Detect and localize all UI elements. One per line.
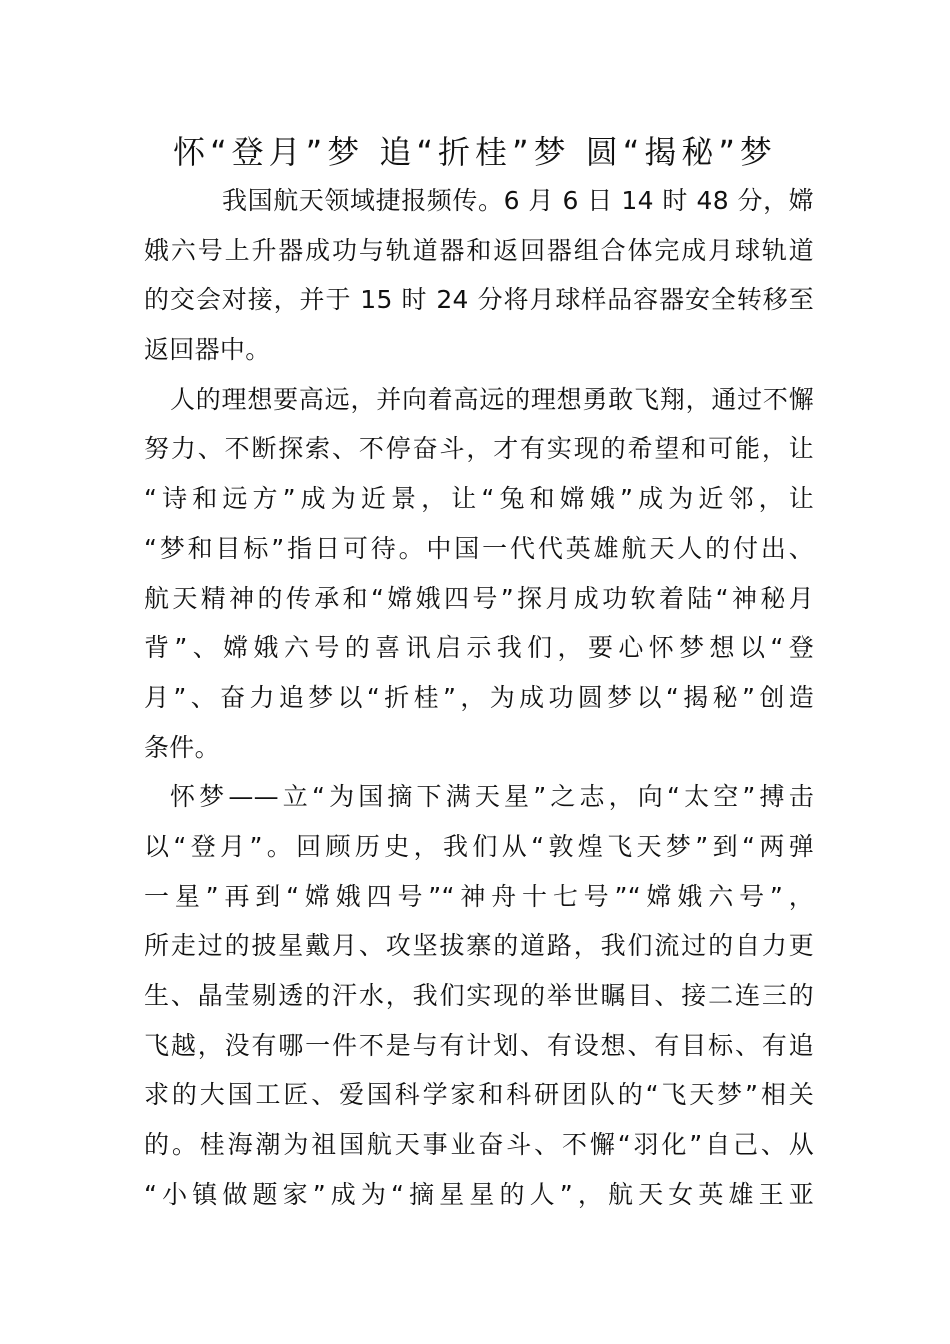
paragraph-2-line-1: 人的理想要高远，并向着高远的理想勇敢飞翔，通过不懈 <box>170 384 814 414</box>
paragraph-3-line-9: “小镇做题家”成为“摘星星的人”，航天女英雄王亚 <box>144 1179 814 1209</box>
article-body <box>144 176 814 1219</box>
article-title: 怀“登月”梦 追“折桂”梦 圆“揭秘”梦 <box>173 133 777 171</box>
paragraph-3-line-8: 的。桂海潮为祖国航天事业奋斗、不懈“羽化”自己、从 <box>144 1130 814 1160</box>
paragraph-1-line-2: 娥六号上升器成功与轨道器和返回器组合体完成月球轨道 <box>144 235 814 265</box>
paragraph-3-line-1: 怀梦——立“为国摘下满天星”之志，向“太空”搏击 <box>170 782 814 812</box>
paragraph-2-line-8: 条件。 <box>144 732 220 762</box>
paragraph-2-line-6: 背”、嫦娥六号的喜讯启示我们，要心怀梦想以“登 <box>144 633 814 663</box>
paragraph-2-line-7: 月”、奋力追梦以“折桂”，为成功圆梦以“揭秘”创造 <box>144 682 814 712</box>
paragraph-2-line-2: 努力、不断探索、不停奋斗，才有实现的希望和可能，让 <box>144 434 814 464</box>
paragraph-3-line-7: 求的大国工匠、爱国科学家和科研团队的“飞天梦”相关 <box>144 1080 814 1110</box>
paragraph-1-line-1: 我国航天领域捷报频传。6 月 6 日 14 时 48 分，嫦 <box>222 186 814 215</box>
paragraph-2-line-4: “梦和目标”指日可待。中国一代代英雄航天人的付出、 <box>144 533 814 563</box>
paragraph-3-line-5: 生、晶莹剔透的汗水，我们实现的举世瞩目、接二连三的 <box>144 981 814 1010</box>
paragraph-3-line-3: 一星”再到“嫦娥四号”“神舟十七号”“嫦娥六号”， <box>144 881 814 911</box>
paragraph-1-line-3: 的交会对接，并于 15 时 24 分将月球样品容器安全转移至 <box>144 285 814 315</box>
paragraph-2-line-3: “诗和远方”成为近景，让“兔和嫦娥”成为近邻，让 <box>144 484 814 514</box>
paragraph-3-line-6: 飞越，没有哪一件不是与有计划、有设想、有目标、有追 <box>144 1030 814 1060</box>
paragraph-3-line-2: 以“登月”。回顾历史，我们从“敦煌飞天梦”到“两弹 <box>144 831 814 861</box>
paragraph-3-line-4: 所走过的披星戴月、攻坚拔寨的道路，我们流过的自力更 <box>144 931 814 961</box>
paragraph-2-line-5: 航天精神的传承和“嫦娥四号”探月成功软着陆“神秘月 <box>144 583 814 613</box>
paragraph-1-line-4: 返回器中。 <box>144 335 271 365</box>
